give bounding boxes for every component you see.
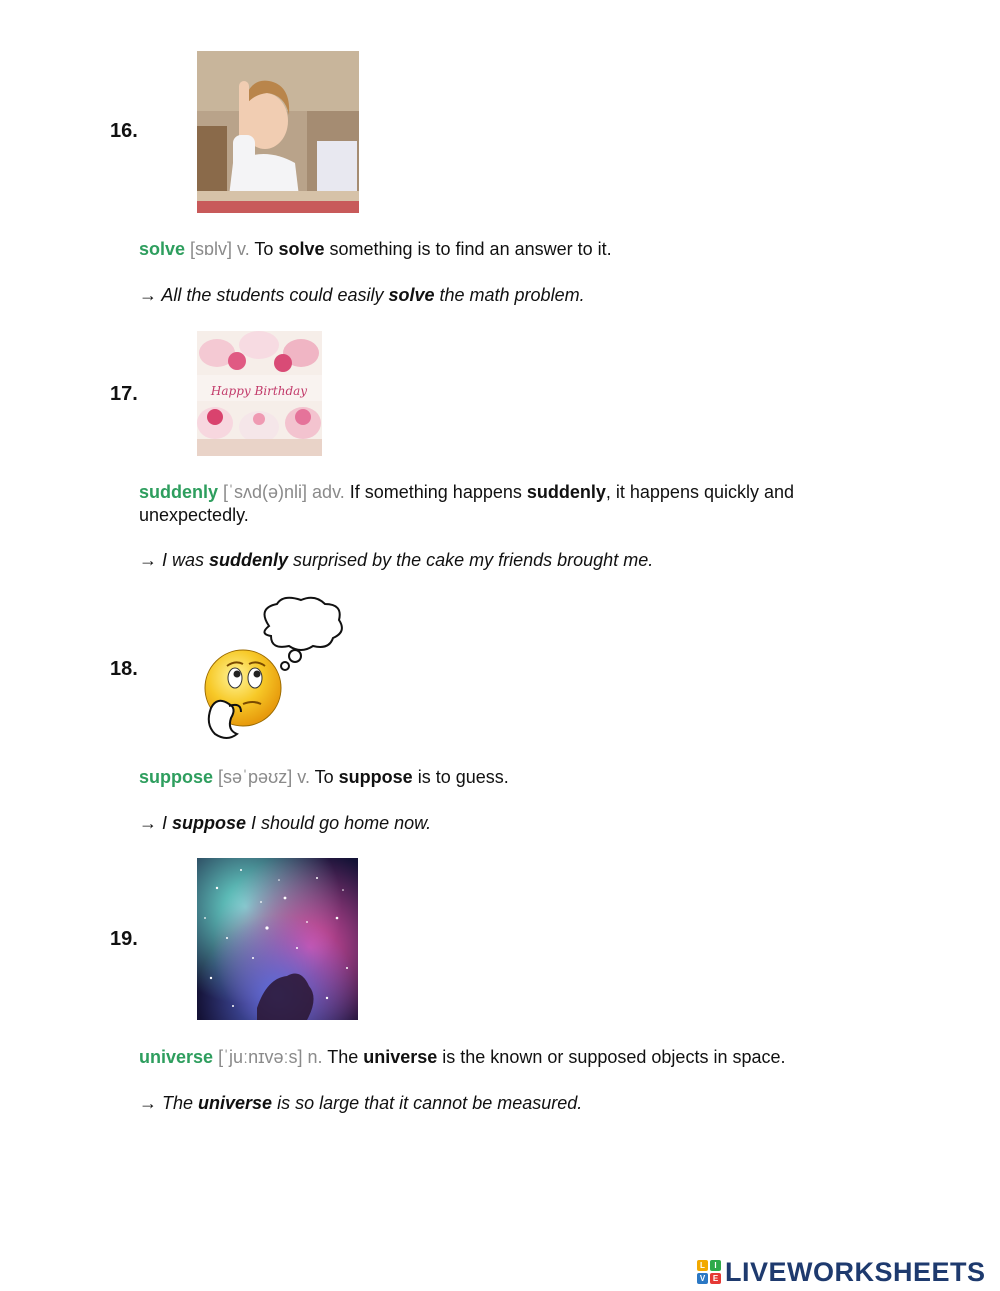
- definition: [139, 481, 869, 527]
- definition: [139, 238, 869, 261]
- definition-keyword: universe: [363, 1047, 438, 1067]
- student-raising-hand-image: [197, 51, 359, 213]
- liveworksheets-logo[interactable]: [697, 1257, 986, 1287]
- example-text-post: the math problem.: [434, 285, 585, 305]
- logo-letter-i: I: [710, 1260, 721, 1271]
- definition-text-post: is the known or supposed objects in space.: [437, 1047, 786, 1067]
- vocab-word: suddenly: [139, 482, 219, 502]
- example-text-pre: → The: [139, 1093, 199, 1113]
- example-keyword: solve: [388, 285, 435, 305]
- example-sentence: [139, 813, 431, 834]
- example-text-pre: → All the students could easily: [139, 285, 389, 305]
- galaxy-nebula-image: [197, 858, 358, 1020]
- example-keyword: suddenly: [209, 550, 289, 570]
- example-text-post: surprised by the cake my friends brought me.: [288, 550, 654, 570]
- entry-number: 19.: [110, 928, 138, 950]
- entry-number: 16.: [110, 120, 138, 142]
- definition-text-pre: If something happens: [349, 482, 527, 502]
- logo-letter-v: V: [697, 1273, 708, 1284]
- entry-number: 18.: [110, 658, 138, 680]
- cake-banner-text: Happy Birthday: [210, 384, 308, 398]
- vocab-word: solve: [139, 239, 186, 259]
- example-text-post: is so large that it cannot be measured.: [272, 1093, 583, 1113]
- example-sentence: [139, 550, 653, 571]
- logo-text: LIVEWORKSHEETS: [725, 1256, 986, 1287]
- pronunciation: [ˈsʌd(ə)nli] adv.: [223, 482, 345, 502]
- definition-text-post: something is to find an answer to it.: [324, 239, 612, 259]
- birthday-cupcakes-image: [197, 331, 322, 456]
- example-sentence: [139, 285, 585, 306]
- example-keyword: universe: [198, 1093, 273, 1113]
- example-text-post: I should go home now.: [246, 813, 432, 833]
- vocab-word: suppose: [139, 767, 214, 787]
- example-text-pre: → I was: [139, 550, 210, 570]
- example-keyword: suppose: [172, 813, 247, 833]
- definition-text-pre: To: [254, 239, 279, 259]
- logo-mark-icon: [697, 1260, 721, 1284]
- definition-text-pre: To: [314, 767, 339, 787]
- definition-keyword: suddenly: [526, 482, 606, 502]
- vocab-word: universe: [139, 1047, 214, 1067]
- definition: [139, 766, 869, 789]
- definition: [139, 1046, 869, 1069]
- definition-text-post: is to guess.: [412, 767, 509, 787]
- pronunciation: [səˈpəʊz] v.: [218, 767, 310, 787]
- pronunciation: [sɒlv] v.: [190, 239, 250, 259]
- thinking-emoji-image: [197, 596, 347, 744]
- definition-text-pre: The: [327, 1047, 364, 1067]
- definition-text-post: , it happens quickly and unexpectedly.: [139, 482, 795, 525]
- pronunciation: [ˈjuːnɪvəːs] n.: [218, 1047, 323, 1067]
- example-text-pre: → I: [139, 813, 173, 833]
- definition-keyword: solve: [278, 239, 325, 259]
- example-sentence: [139, 1093, 582, 1114]
- definition-keyword: suppose: [338, 767, 413, 787]
- logo-letter-l: L: [697, 1260, 708, 1271]
- entry-number: 17.: [110, 383, 138, 405]
- logo-letter-e: E: [710, 1273, 721, 1284]
